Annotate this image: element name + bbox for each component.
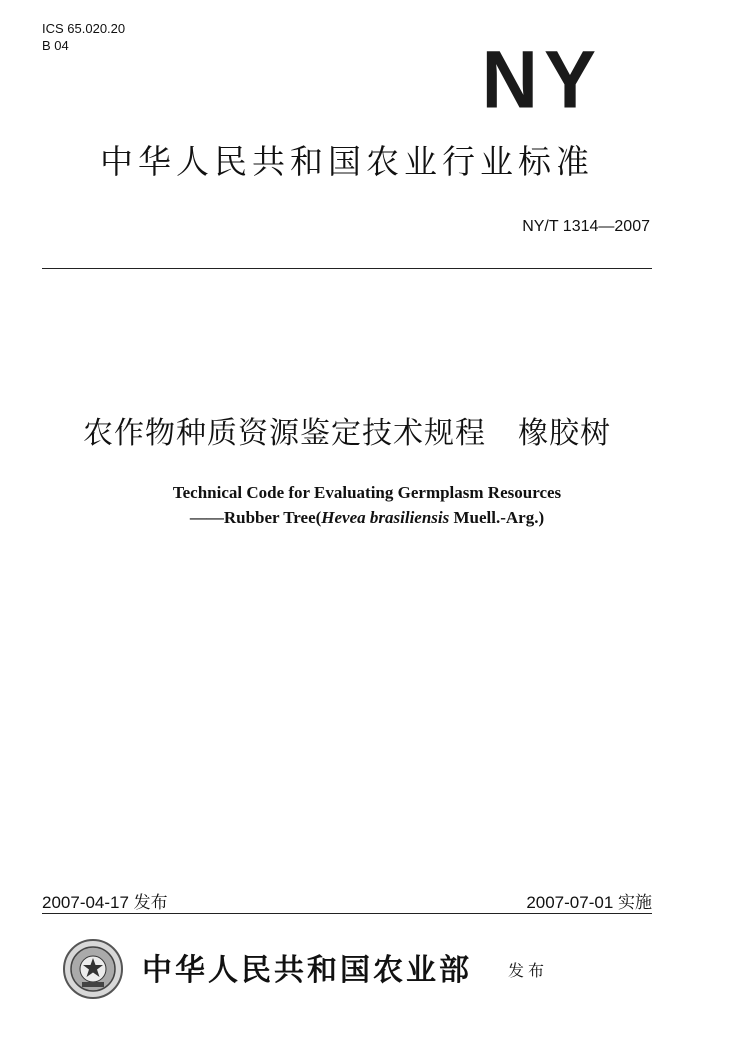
english-title-line1: Technical Code for Evaluating Germplasm Resources <box>172 483 562 502</box>
ny-logo: NY <box>481 32 602 126</box>
standard-number: NY/T 1314—2007 <box>522 218 650 235</box>
national-emblem-icon <box>62 938 124 1000</box>
classification-codes <box>42 20 125 54</box>
document-title <box>42 412 652 456</box>
implementation-date: 2007-07-01 实施 <box>526 893 652 912</box>
publish-label: 发布 <box>508 961 549 980</box>
issue-date: 2007-04-17 发布 <box>42 893 168 912</box>
bottom-divider <box>42 913 652 914</box>
english-title-line2 <box>42 505 692 530</box>
ics-code: ICS 65.020.20 <box>42 21 126 36</box>
title-main: 农作物种质资源鉴定技术规程 <box>83 416 486 451</box>
standard-title: 中华人民共和国农业行业标准 <box>100 142 594 181</box>
ccs-code: B 04 <box>42 38 69 53</box>
english-title <box>42 480 692 530</box>
ministry-name: 中华人民共和国农业部 <box>142 953 472 988</box>
title-sub: 橡胶树 <box>518 416 611 451</box>
english-title-prefix: ——Rubber Tree( <box>189 508 322 527</box>
species-name: Hevea brasiliensis <box>321 508 450 527</box>
top-divider <box>42 268 652 269</box>
english-title-suffix: Muell.-Arg.) <box>449 508 545 527</box>
